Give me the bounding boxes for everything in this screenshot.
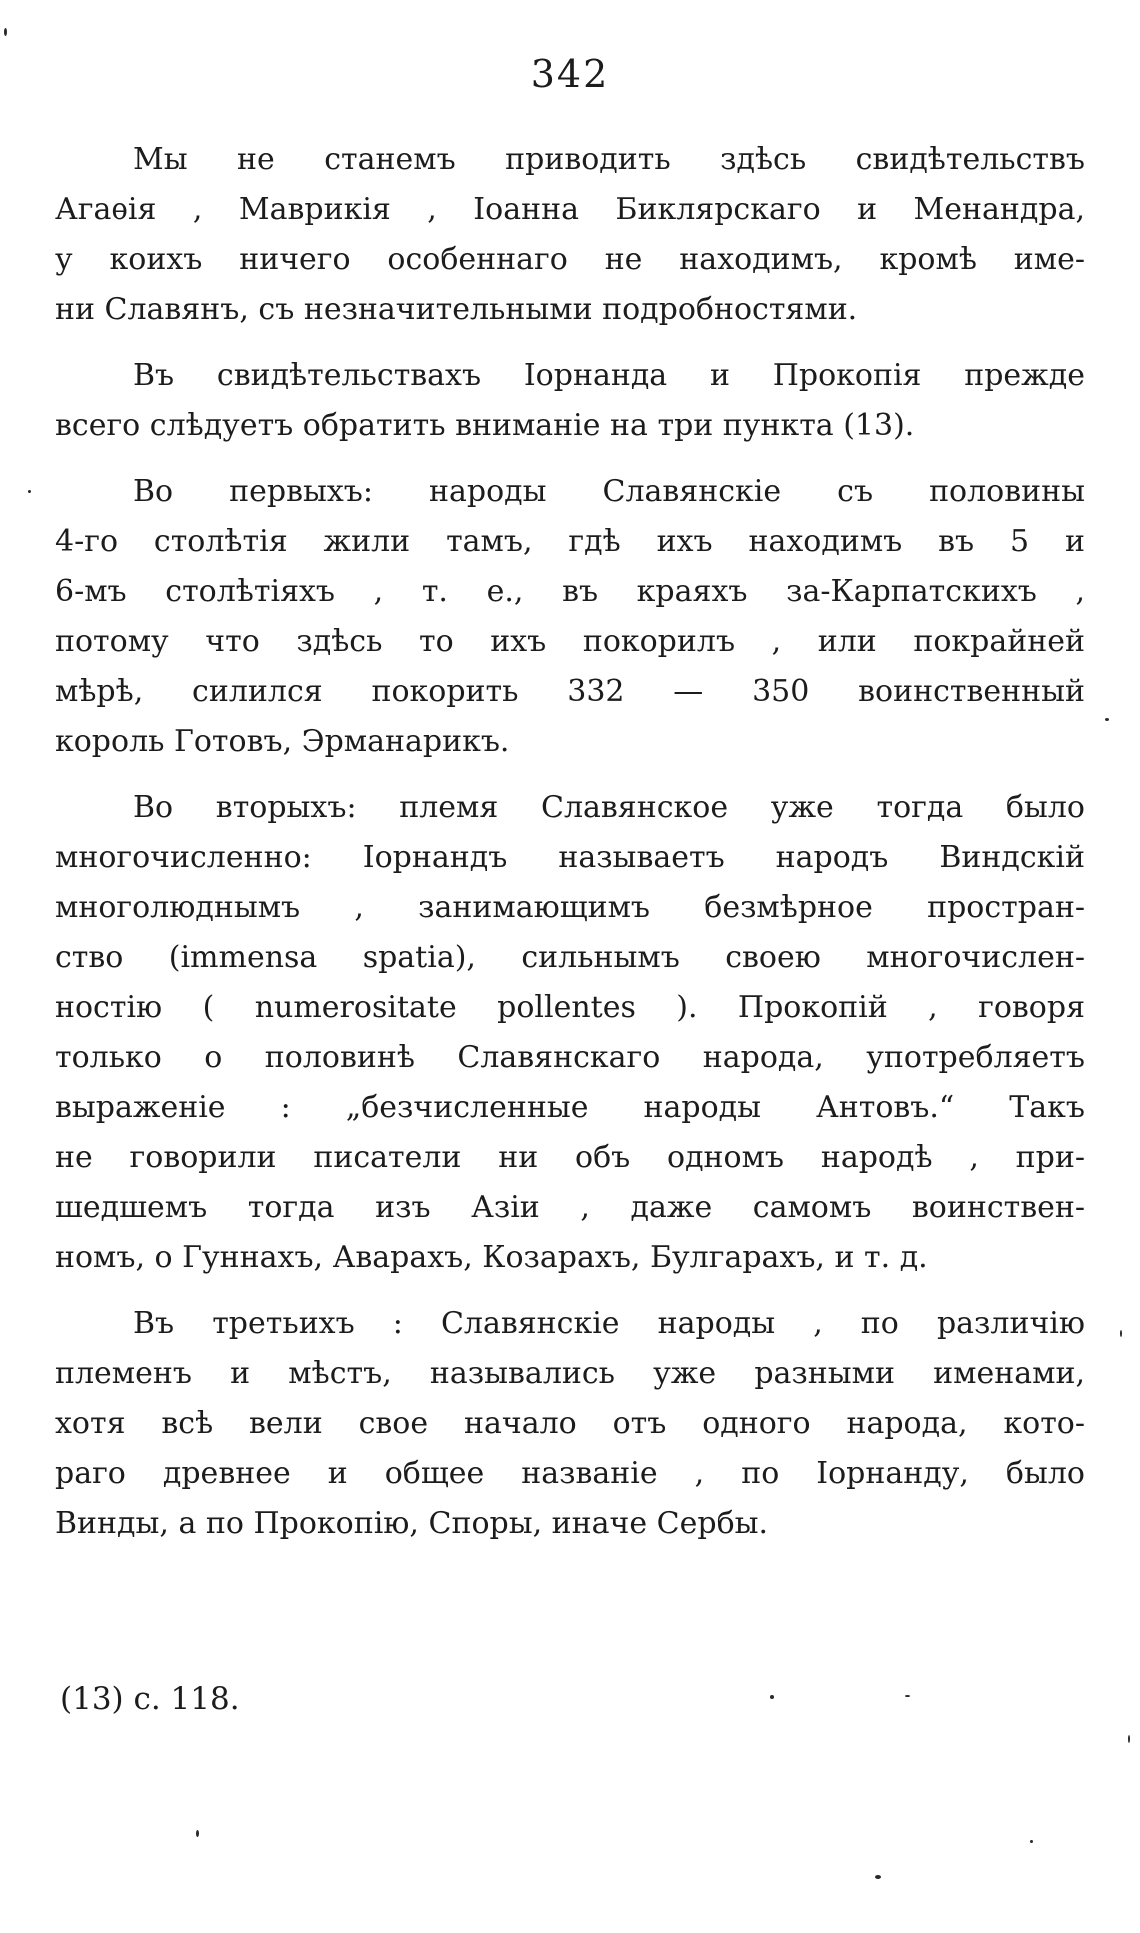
text-line: у коихъ ничего особеннаго не находимъ, кромѣ име- [55,242,1085,277]
scan-speck [875,1875,881,1879]
text-line: хотя всѣ вели свое начало отъ одного народа, кото- [55,1406,1085,1441]
paragraph-2 [55,351,1085,451]
text-line: Винды, а по Прокопію, Споры, иначе Сербы. [55,1506,769,1541]
text-line: Во первыхъ: народы Славянскіе съ половины [133,474,1085,509]
text-line: король Готовъ, Эрманарикъ. [55,724,510,759]
scan-speck [1128,1735,1130,1743]
text-line: ство (immensa spatia), сильнымъ своею многочислен- [55,940,1085,975]
body-text [55,135,1085,1565]
text-line: ни Славянъ, съ незначительными подробностями. [55,292,858,327]
text-line: Во вторыхъ: племя Славянское уже тогда было [133,790,1085,825]
paragraph-5 [55,1299,1085,1549]
text-line: потому что здѣсь то ихъ покорилъ , или покрайней [55,624,1085,659]
text-line: всего слѣдуетъ обратить вниманіе на три пункта (13). [55,408,915,443]
scan-speck [1120,1330,1122,1337]
paragraph-3 [55,467,1085,767]
text-line: Въ свидѣтельствахъ Іорнанда и Прокопія прежде [133,358,1085,393]
footnote: (13) с. 118. [60,1681,240,1717]
text-line: раго древнее и общее названіе , по Іорнанду, было [55,1456,1085,1491]
text-line: 6-мъ столѣтіяхъ , т. е., въ краяхъ за-Карпатскихъ , [55,574,1085,609]
scan-speck [770,1695,774,1699]
text-line: выраженіе : „безчисленные народы Антовъ.“ Такъ [55,1090,1085,1125]
text-line: Мы не станемъ приводить здѣсь свидѣтельствъ [133,142,1085,177]
page-number: 342 [530,52,610,96]
scan-speck [28,490,31,493]
text-line: 4-го столѣтія жили тамъ, гдѣ ихъ находимъ въ 5 и [55,524,1085,559]
scan-speck [4,28,7,36]
scan-speck [905,1695,910,1697]
scan-speck [1030,1840,1033,1843]
text-line: не говорили писатели ни объ одномъ народѣ , при- [55,1140,1085,1175]
text-line: только о половинѣ Славянскаго народа, употребляетъ [55,1040,1085,1075]
text-line: Агаѳія , Маврикія , Іоанна Биклярскаго и Менандра, [55,192,1085,227]
text-line: ностію ( numerositate pollentes ). Прокопій , говоря [55,990,1085,1025]
scan-speck [1105,718,1109,721]
paragraph-4 [55,783,1085,1283]
text-line: шедшемъ тогда изъ Азіи , даже самомъ воинствен- [55,1190,1085,1225]
paragraph-1 [55,135,1085,335]
text-line: Въ третьихъ : Славянскіе народы , по различію [133,1306,1085,1341]
text-line: племенъ и мѣстъ, назывались уже разными именами, [55,1356,1085,1391]
text-line: многочисленно: Іорнандъ называетъ народъ Виндскій [55,840,1085,875]
text-line: мѣрѣ, силился покорить 332 — 350 воинственный [55,674,1085,709]
text-line: номъ, о Гуннахъ, Аварахъ, Козарахъ, Булгарахъ, и т. д. [55,1240,928,1275]
scan-speck [196,1830,199,1837]
text-line: многолюднымъ , занимающимъ безмѣрное простран- [55,890,1085,925]
